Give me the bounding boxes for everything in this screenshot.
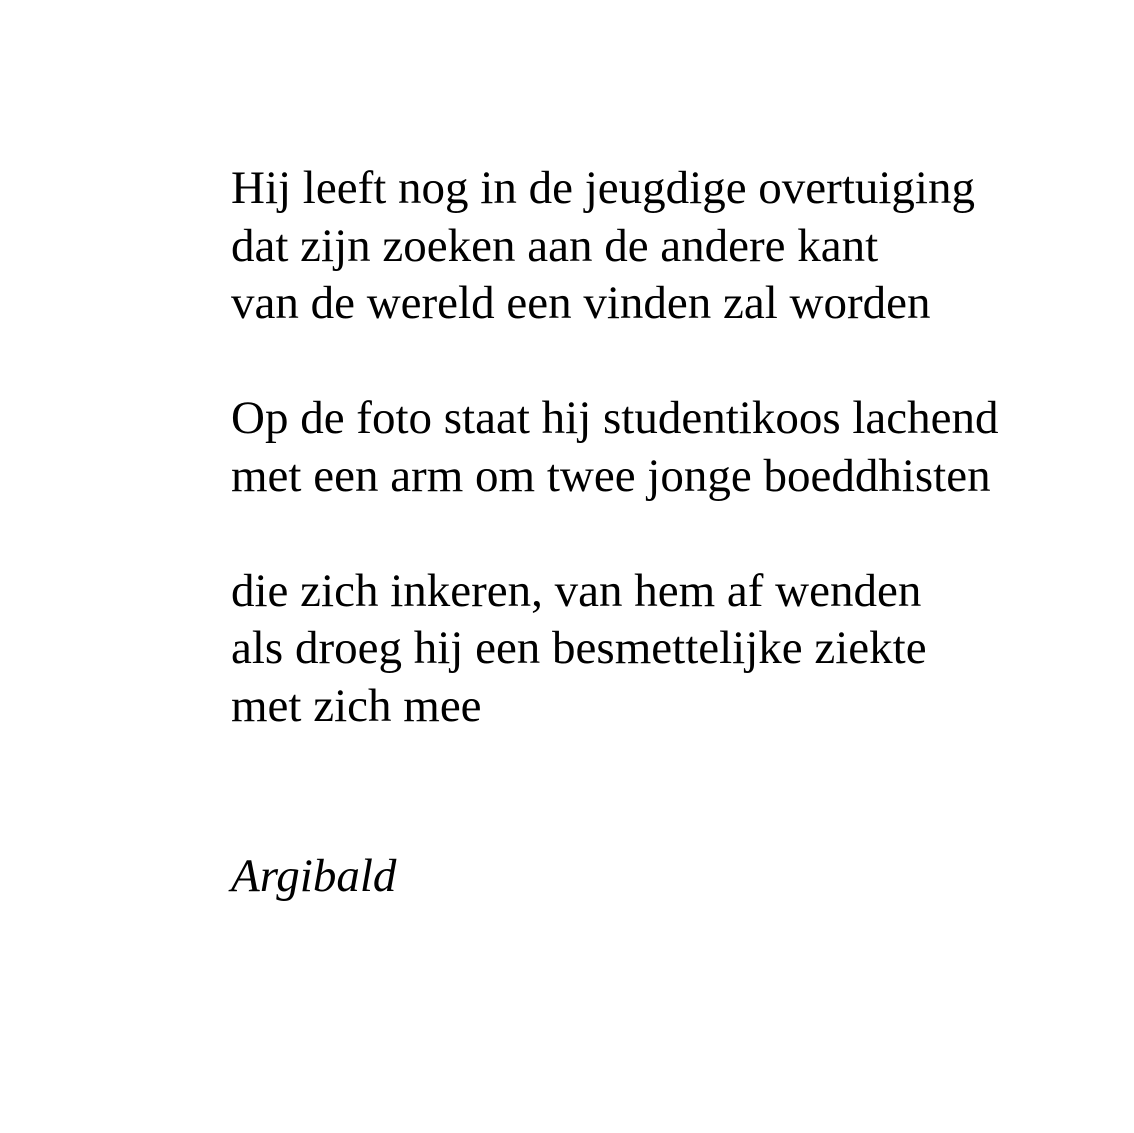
poem-line: Hij leeft nog in de jeugdige overtuiging	[231, 162, 975, 214]
poem-line: als droeg hij een besmettelijke ziekte	[231, 622, 927, 674]
poem-line: die zich inkeren, van hem af wenden	[231, 564, 922, 617]
stanza-2	[231, 390, 1111, 505]
poem-line: dat zijn zoeken aan de andere kant	[231, 219, 879, 272]
stanza-divider	[231, 333, 1111, 391]
poem-line: Op de foto staat hij studentikoos lachend	[231, 392, 999, 444]
poem-line: met zich mee	[231, 679, 482, 732]
poem	[231, 160, 1111, 735]
stanza-divider	[231, 505, 1111, 563]
poem-line: met een arm om twee jonge boeddhisten	[231, 449, 991, 502]
stanza-1	[231, 160, 1111, 333]
stanza-3	[231, 563, 1111, 736]
author-signature: Argibald	[231, 850, 397, 902]
poem-line: van de wereld een vinden zal worden	[231, 277, 931, 329]
